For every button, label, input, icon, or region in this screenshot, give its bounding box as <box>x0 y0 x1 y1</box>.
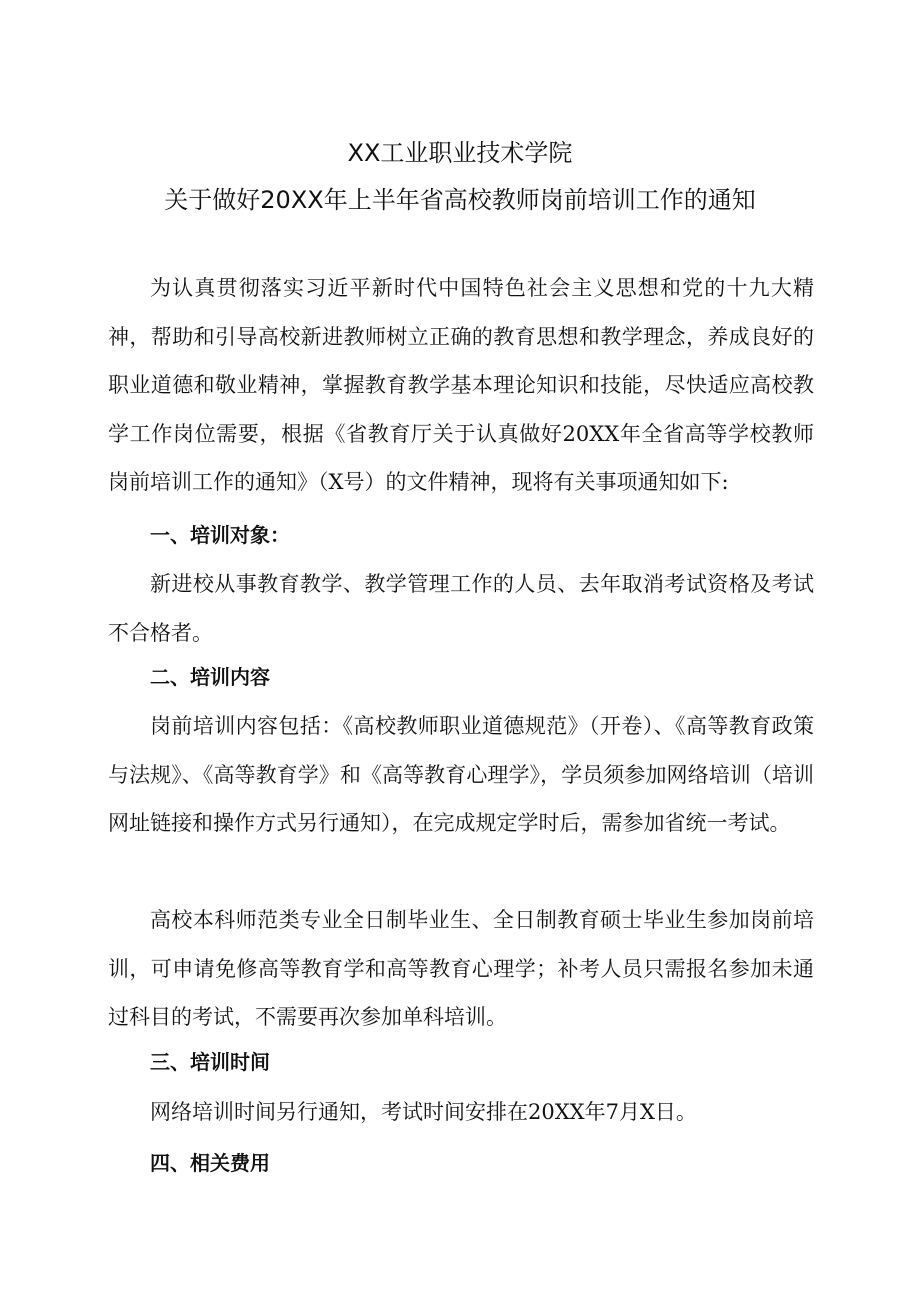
school-title: XX工业职业技术学院 <box>347 139 573 167</box>
training-content-paragraph: 岗前培训内容包括：《高校教师职业道德规范》（开卷）、《高等教育政策与法规》、《高等教育学》和《高等教育心理学》，学员须参加网络培训（培训网址链接和操作方式另行通知），在完成规定学时后，需参加省统一考试。 <box>108 714 814 835</box>
exemption-paragraph: 高校本科师范类专业全日制毕业生、全日制教育硕士毕业生参加岗前培训，可申请免修高等教育学和高等教育心理学；补考人员只需报名参加未通过科目的考试，不需要再次参加单科培训。 <box>108 908 814 1029</box>
section-heading-training-content: 二、培训内容 <box>150 665 270 689</box>
intro-paragraph: 为认真贯彻落实习近平新时代中国特色社会主义思想和党的十九大精神，帮助和引导高校新进教师树立正确的教育思想和教学理念，养成良好的职业道德和敬业精神，掌握教育教学基本理论知识和技能，尽快适应高校教学工作岗位需要，根据《省教育厅关于认真做好20XX年全省高等学校教师岗前培训工作的通知》（X号）的文件精神，现将有关事项通知如下: <box>108 276 814 494</box>
section-heading-related-fees: 四、相关费用 <box>150 1151 270 1175</box>
section-heading-training-target: 一、培训对象： <box>150 523 290 547</box>
training-time-paragraph: 网络培训时间另行通知，考试时间安排在20XX年7月X日。 <box>150 1100 697 1124</box>
notice-title: 关于做好20XX年上半年省高校教师岗前培训工作的通知 <box>164 186 756 214</box>
section-heading-training-time: 三、培训时间 <box>150 1050 270 1074</box>
training-target-paragraph: 新进校从事教育教学、教学管理工作的人员、去年取消考试资格及考试不合格者。 <box>108 572 814 645</box>
